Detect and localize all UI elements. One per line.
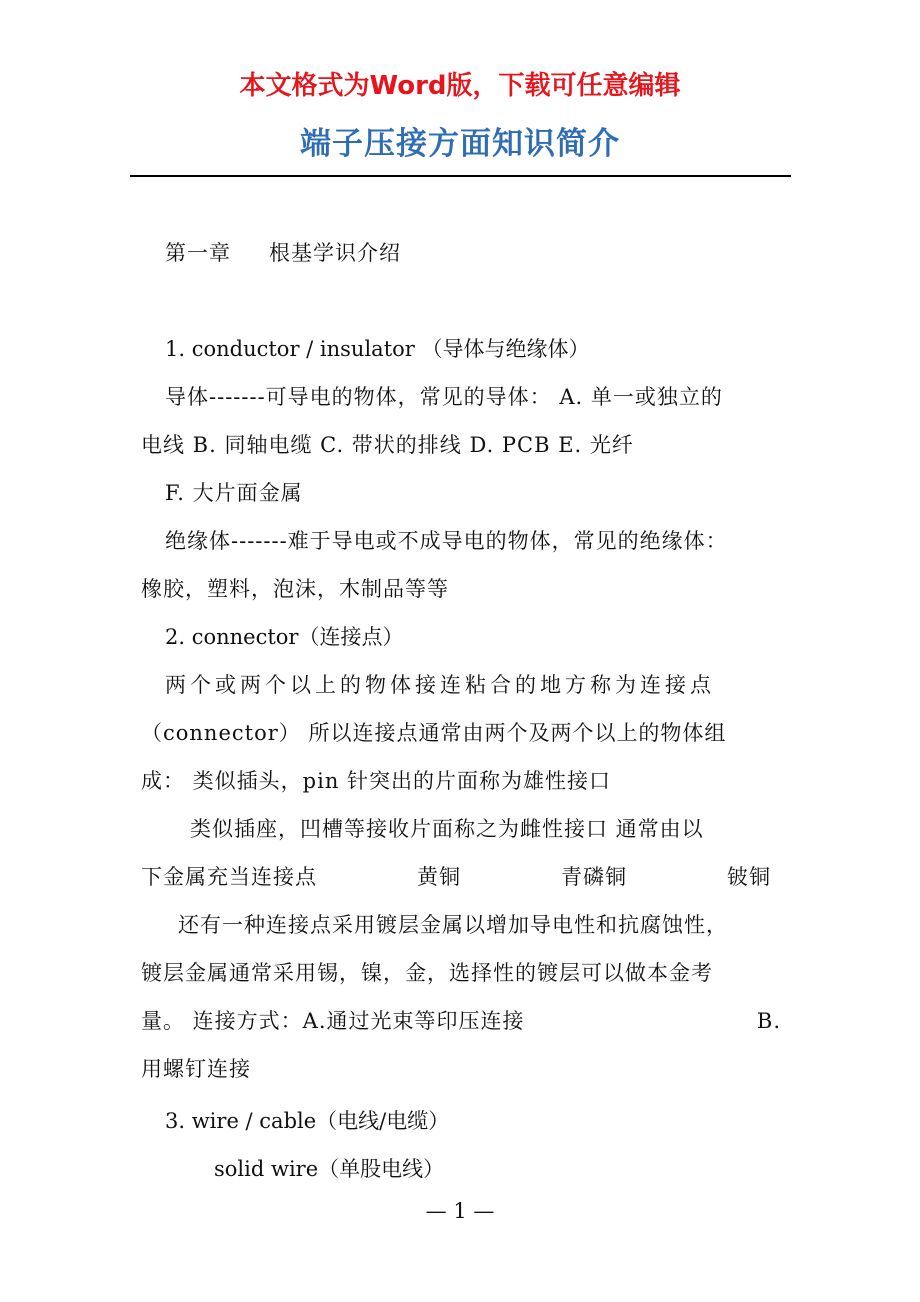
metal-beryllium-copper: 铍铜	[727, 865, 771, 889]
metal-phosphor-bronze: 青磷铜	[561, 865, 627, 889]
title-divider	[130, 175, 791, 177]
connection-method-a: 量。 连接方式：A.通过光束等印压连接	[141, 1009, 525, 1033]
section-2-heading: 2. connector（连接点）	[165, 625, 404, 649]
paragraph-connector-line-4: 类似插座，凹槽等接收片面称之为雌性接口 通常由以	[190, 817, 704, 841]
paragraph-insulator-line-2: 橡胶，塑料，泡沫，木制品等等	[141, 577, 449, 601]
paragraph-plating-line-2: 镀层金属通常采用锡，镍，金，选择性的镀层可以做本金考	[141, 961, 713, 985]
connector-metals-intro: 下金属充当连接点	[141, 865, 317, 889]
paragraph-plating-line-3	[141, 1004, 781, 1038]
chapter-heading	[165, 236, 805, 270]
chapter-label: 第一章	[165, 241, 231, 265]
connection-method-b-label: B.	[756, 1009, 781, 1033]
document-title: 端子压接方面知识简介	[300, 126, 620, 162]
chapter-title: 根基学识介绍	[269, 241, 401, 265]
paragraph-connector-line-2: （connector） 所以连接点通常由两个及两个以上的物体组	[141, 721, 727, 745]
paragraph-connector-line-5	[141, 860, 771, 894]
section-1-heading: 1. conductor / insulator （导体与绝缘体）	[165, 337, 590, 361]
paragraph-plating-line-4: 用螺钉连接	[141, 1057, 251, 1081]
paragraph-plating-line-1: 还有一种连接点采用镀层金属以增加导电性和抗腐蚀性，	[178, 913, 728, 937]
paragraph-conductor-line-3: F. 大片面金属	[165, 481, 303, 505]
section-3-heading: 3. wire / cable（电线/电缆）	[165, 1109, 450, 1133]
metal-brass: 黄铜	[417, 865, 461, 889]
page-number: — 1 —	[425, 1199, 495, 1223]
paragraph-connector-line-3: 成： 类似插头，pin 针突出的片面称为雄性接口	[141, 769, 612, 793]
paragraph-insulator-line-1: 绝缘体-------难于导电或不成导电的物体，常见的绝缘体：	[165, 529, 728, 553]
paragraph-conductor-line-1: 导体-------可导电的物体，常见的导体： A. 单一或独立的	[165, 385, 723, 409]
paragraph-connector-line-1: 两个或两个以上的物体接连粘合的地方称为连接点	[165, 673, 715, 697]
download-notice: 本文格式为Word版，下载可任意编辑	[239, 71, 681, 101]
solid-wire-line: solid wire（单股电线）	[214, 1157, 445, 1181]
paragraph-conductor-line-2: 电线 B. 同轴电缆 C. 带状的排线 D. PCB E. 光纤	[141, 433, 634, 457]
